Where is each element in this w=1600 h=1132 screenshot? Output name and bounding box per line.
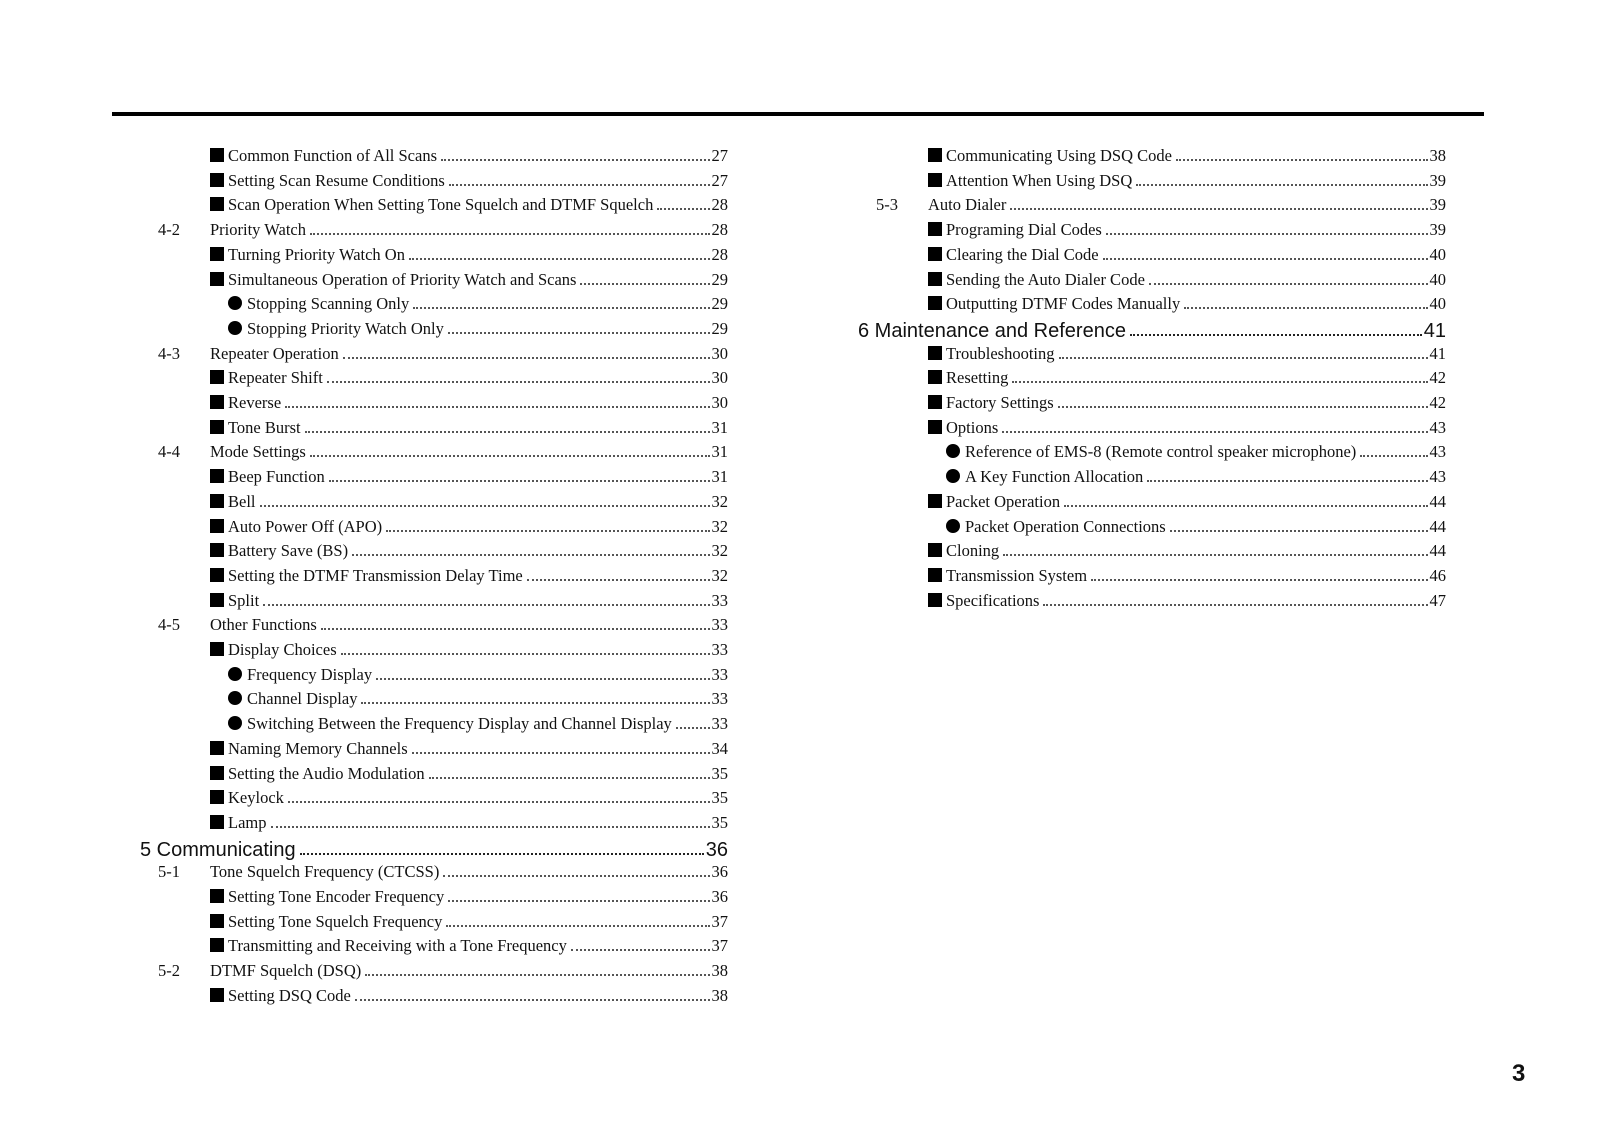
dot-leader — [376, 678, 709, 680]
entry-title: 6 Maintenance and Reference — [858, 319, 1126, 342]
entry-title: Programing Dial Codes — [946, 220, 1102, 240]
chapter-heading — [0, 317, 1446, 341]
circle-bullet-icon — [946, 519, 960, 533]
entry-page-number: 33 — [711, 590, 728, 610]
entry-page-number: 29 — [711, 294, 728, 314]
entry-page-number: 36 — [711, 862, 728, 882]
entry-page-number: 28 — [711, 195, 728, 215]
entry-page-number: 34 — [711, 738, 728, 758]
toc-entry — [0, 513, 1446, 537]
toc-entry — [0, 982, 728, 1006]
toc-entry — [0, 340, 1446, 364]
entry-title: Setting the DTMF Transmission Delay Time — [228, 565, 523, 585]
toc-entry — [0, 611, 728, 635]
toc-entry — [0, 142, 1446, 166]
dot-leader — [321, 628, 710, 630]
toc-entry — [0, 636, 728, 660]
dot-leader — [1106, 233, 1428, 235]
circle-bullet-icon — [228, 691, 242, 705]
entry-page-number: 33 — [711, 664, 728, 684]
entry-page-number: 29 — [711, 269, 728, 289]
square-bullet-icon — [210, 815, 224, 829]
entry-title: Tone Burst — [228, 417, 301, 437]
entry-title: Display Choices — [228, 640, 337, 659]
dot-leader — [571, 949, 710, 951]
entry-title: Naming Memory Channels — [228, 738, 408, 758]
dot-leader — [1059, 357, 1428, 359]
square-bullet-icon — [928, 568, 942, 582]
entry-title: Bell — [228, 491, 256, 511]
entry-title: Attention When Using DSQ — [946, 170, 1133, 190]
entry-page-number: 32 — [711, 516, 728, 536]
entry-page-number: 46 — [1429, 565, 1446, 585]
dot-leader — [1002, 431, 1427, 433]
toc-entry — [0, 908, 728, 932]
dot-leader — [1136, 184, 1427, 186]
dot-leader — [429, 777, 710, 779]
square-bullet-icon — [928, 272, 942, 286]
entry-title: Auto Dialer — [928, 195, 1007, 215]
section-number: 4-3 — [158, 343, 180, 363]
square-bullet-icon — [210, 790, 224, 804]
entry-title: Stopping Scanning Only — [247, 294, 410, 314]
entry-title: Channel Display — [247, 689, 358, 709]
entry-title: Turning Priority Watch On — [228, 244, 405, 264]
entry-title: Tone Squelch Frequency (CTCSS) — [210, 862, 440, 882]
dot-leader — [443, 875, 709, 877]
toc-entry — [0, 241, 1446, 265]
toc-entry — [0, 957, 728, 981]
square-bullet-icon — [928, 593, 942, 607]
page-number: 3 — [1512, 1060, 1526, 1087]
square-bullet-icon — [928, 247, 942, 261]
entry-title: Mode Settings — [210, 442, 306, 462]
dot-leader — [361, 702, 709, 704]
square-bullet-icon — [928, 395, 942, 409]
entry-page-number: 33 — [711, 714, 728, 734]
entry-page-number: 44 — [1429, 541, 1446, 561]
dot-leader — [1360, 455, 1427, 457]
entry-page-number: 43 — [1429, 467, 1446, 487]
entry-title: Sending the Auto Dialer Code — [946, 269, 1145, 289]
dot-leader — [271, 826, 710, 828]
entry-title: Reference of EMS-8 (Remote control speaker microphone) — [965, 442, 1357, 462]
entry-title: Switching Between the Frequency Display and Channel Display — [247, 714, 672, 734]
entry-title: Setting Tone Encoder Frequency — [228, 887, 445, 906]
toc-entry — [0, 389, 1446, 413]
square-bullet-icon — [210, 988, 224, 1002]
dot-leader — [1003, 554, 1427, 556]
entry-page-number: 30 — [711, 393, 728, 412]
dot-leader — [1170, 530, 1428, 532]
dot-leader — [1103, 258, 1428, 260]
dot-leader — [300, 853, 704, 855]
dot-leader — [1043, 604, 1427, 606]
entry-page-number: 32 — [711, 565, 728, 585]
entry-page-number: 28 — [711, 220, 728, 240]
dot-leader — [1091, 579, 1427, 581]
entry-page-number: 33 — [711, 689, 728, 709]
entry-title: Setting Scan Resume Conditions — [228, 170, 445, 190]
entry-title: Packet Operation Connections — [965, 516, 1166, 536]
entry-page-number: 30 — [711, 343, 728, 363]
square-bullet-icon — [210, 741, 224, 755]
entry-page-number: 31 — [711, 467, 728, 487]
entry-page-number: 40 — [1429, 244, 1446, 264]
entry-title: Common Function of All Scans — [228, 146, 438, 165]
toc-entry — [0, 760, 728, 784]
entry-title: Split — [228, 590, 260, 610]
entry-page-number: 44 — [1429, 491, 1446, 511]
dot-leader — [365, 974, 709, 976]
toc-entry — [0, 710, 728, 734]
entry-title: Other Functions — [210, 615, 317, 635]
entry-page-number: 31 — [711, 442, 728, 462]
header-rule — [112, 112, 1484, 116]
square-bullet-icon — [210, 766, 224, 780]
square-bullet-icon — [928, 543, 942, 557]
entry-title: Setting DSQ Code — [228, 985, 351, 1005]
toc-entry — [0, 784, 728, 808]
entry-page-number: 27 — [711, 170, 728, 190]
toc-entry — [0, 488, 1446, 512]
toc-entry — [0, 364, 1446, 388]
entry-page-number: 36 — [705, 838, 728, 861]
entry-page-number: 39 — [1429, 170, 1446, 190]
circle-bullet-icon — [228, 716, 242, 730]
toc-entry — [0, 883, 728, 907]
entry-page-number: 42 — [1429, 393, 1446, 412]
dot-leader — [1184, 307, 1427, 309]
entry-page-number: 33 — [711, 615, 728, 635]
entry-title: Auto Power Off (APO) — [228, 516, 383, 536]
toc-entry — [0, 661, 728, 685]
dot-leader — [288, 801, 710, 803]
entry-page-number: 39 — [1429, 220, 1446, 240]
entry-page-number: 41 — [1429, 343, 1446, 363]
square-bullet-icon — [928, 420, 942, 434]
toc-entry — [0, 414, 1446, 438]
dot-leader — [1058, 406, 1428, 408]
dot-leader — [676, 727, 710, 729]
dot-leader — [412, 752, 710, 754]
square-bullet-icon — [928, 148, 942, 162]
entry-page-number: 40 — [1429, 269, 1446, 289]
square-bullet-icon — [210, 642, 224, 656]
square-bullet-icon — [928, 370, 942, 384]
square-bullet-icon — [210, 889, 224, 903]
entry-title: Outputting DTMF Codes Manually — [946, 294, 1181, 314]
entry-title: Priority Watch — [210, 220, 306, 240]
entry-page-number: 30 — [711, 368, 728, 388]
entry-title: Resetting — [946, 368, 1009, 388]
toc-entry — [0, 587, 1446, 611]
toc-entry — [0, 167, 1446, 191]
toc-entry — [0, 266, 1446, 290]
entry-title: Frequency Display — [247, 664, 373, 684]
dot-leader — [1176, 159, 1428, 161]
entry-page-number: 33 — [711, 640, 728, 659]
circle-bullet-icon — [228, 667, 242, 681]
entry-page-number: 37 — [711, 936, 728, 956]
section-number: 5-3 — [876, 195, 898, 215]
toc-entry — [0, 562, 1446, 586]
entry-title: Communicating Using DSQ Code — [946, 146, 1172, 165]
section-number: 4-2 — [158, 220, 180, 240]
entry-title: Stopping Priority Watch Only — [247, 318, 444, 338]
toc-entry — [0, 685, 728, 709]
toc-entry — [0, 290, 1446, 314]
entry-title: Cloning — [946, 541, 1000, 561]
square-bullet-icon — [928, 173, 942, 187]
entry-page-number: 39 — [1429, 195, 1446, 215]
section-number: 4-4 — [158, 442, 180, 462]
entry-title: Troubleshooting — [946, 343, 1055, 363]
toc-entry — [0, 191, 1446, 215]
toc-entry — [0, 537, 1446, 561]
dot-leader — [341, 653, 710, 655]
entry-title: Transmitting and Receiving with a Tone Frequency — [228, 936, 567, 956]
dot-leader — [1147, 480, 1427, 482]
entry-page-number: 41 — [1423, 319, 1446, 342]
entry-title: Keylock — [228, 788, 284, 808]
dot-leader — [1012, 381, 1427, 383]
chapter-heading — [0, 836, 728, 860]
entry-page-number: 31 — [711, 417, 728, 437]
entry-page-number: 43 — [1429, 442, 1446, 462]
square-bullet-icon — [928, 494, 942, 508]
toc-entry — [0, 932, 728, 956]
toc-entry — [0, 858, 728, 882]
dot-leader — [355, 999, 710, 1001]
entry-page-number: 38 — [711, 985, 728, 1005]
square-bullet-icon — [928, 346, 942, 360]
square-bullet-icon — [928, 222, 942, 236]
square-bullet-icon — [928, 296, 942, 310]
entry-title: Setting Tone Squelch Frequency — [228, 911, 443, 931]
entry-title: Lamp — [228, 812, 267, 832]
entry-page-number: 38 — [711, 961, 728, 981]
entry-page-number: 35 — [711, 788, 728, 808]
toc-entry — [0, 809, 728, 833]
entry-title: Battery Save (BS) — [228, 541, 349, 561]
dot-leader — [1010, 208, 1427, 210]
entry-page-number: 35 — [711, 812, 728, 832]
entry-page-number: 40 — [1429, 294, 1446, 314]
dot-leader — [1064, 505, 1427, 507]
circle-bullet-icon — [946, 469, 960, 483]
entry-page-number: 35 — [711, 763, 728, 783]
dot-leader — [448, 900, 709, 902]
entry-page-number: 43 — [1429, 417, 1446, 437]
toc-entry — [0, 735, 728, 759]
entry-title: Setting the Audio Modulation — [228, 763, 425, 783]
entry-title: Repeater Shift — [228, 368, 323, 388]
entry-page-number: 32 — [711, 541, 728, 561]
entry-title: Specifications — [946, 590, 1040, 610]
entry-title: Options — [946, 417, 999, 437]
entry-page-number: 29 — [711, 318, 728, 338]
circle-bullet-icon — [946, 444, 960, 458]
entry-page-number: 37 — [711, 911, 728, 931]
entry-title: Simultaneous Operation of Priority Watch and Scans — [228, 269, 577, 289]
entry-title: Repeater Operation — [210, 343, 339, 363]
entry-page-number: 32 — [711, 491, 728, 511]
entry-page-number: 47 — [1429, 590, 1446, 610]
dot-leader — [1130, 334, 1422, 336]
square-bullet-icon — [210, 938, 224, 952]
entry-page-number: 27 — [711, 146, 728, 165]
entry-title: Factory Settings — [946, 393, 1054, 412]
entry-title: Clearing the Dial Code — [946, 244, 1099, 264]
entry-page-number: 42 — [1429, 368, 1446, 388]
dot-leader — [1149, 283, 1428, 285]
entry-title: 5 Communicating — [140, 838, 296, 861]
entry-page-number: 36 — [711, 887, 728, 906]
entry-page-number: 44 — [1429, 516, 1446, 536]
toc-entry — [0, 216, 1446, 240]
entry-title: Reverse — [228, 393, 282, 412]
section-number: 5-1 — [158, 862, 180, 882]
entry-title: Scan Operation When Setting Tone Squelch and DTMF Squelch — [228, 195, 654, 215]
toc-entry — [0, 438, 1446, 462]
entry-title: DTMF Squelch (DSQ) — [210, 961, 362, 981]
entry-title: Beep Function — [228, 467, 325, 487]
entry-title: Transmission System — [946, 565, 1088, 585]
square-bullet-icon — [210, 914, 224, 928]
entry-title: A Key Function Allocation — [965, 467, 1144, 487]
dot-leader — [446, 925, 709, 927]
toc-entry — [0, 463, 1446, 487]
section-number: 4-5 — [158, 615, 180, 635]
section-number: 5-2 — [158, 961, 180, 981]
entry-title: Packet Operation — [946, 491, 1061, 511]
entry-page-number: 38 — [1429, 146, 1446, 165]
entry-page-number: 28 — [711, 244, 728, 264]
